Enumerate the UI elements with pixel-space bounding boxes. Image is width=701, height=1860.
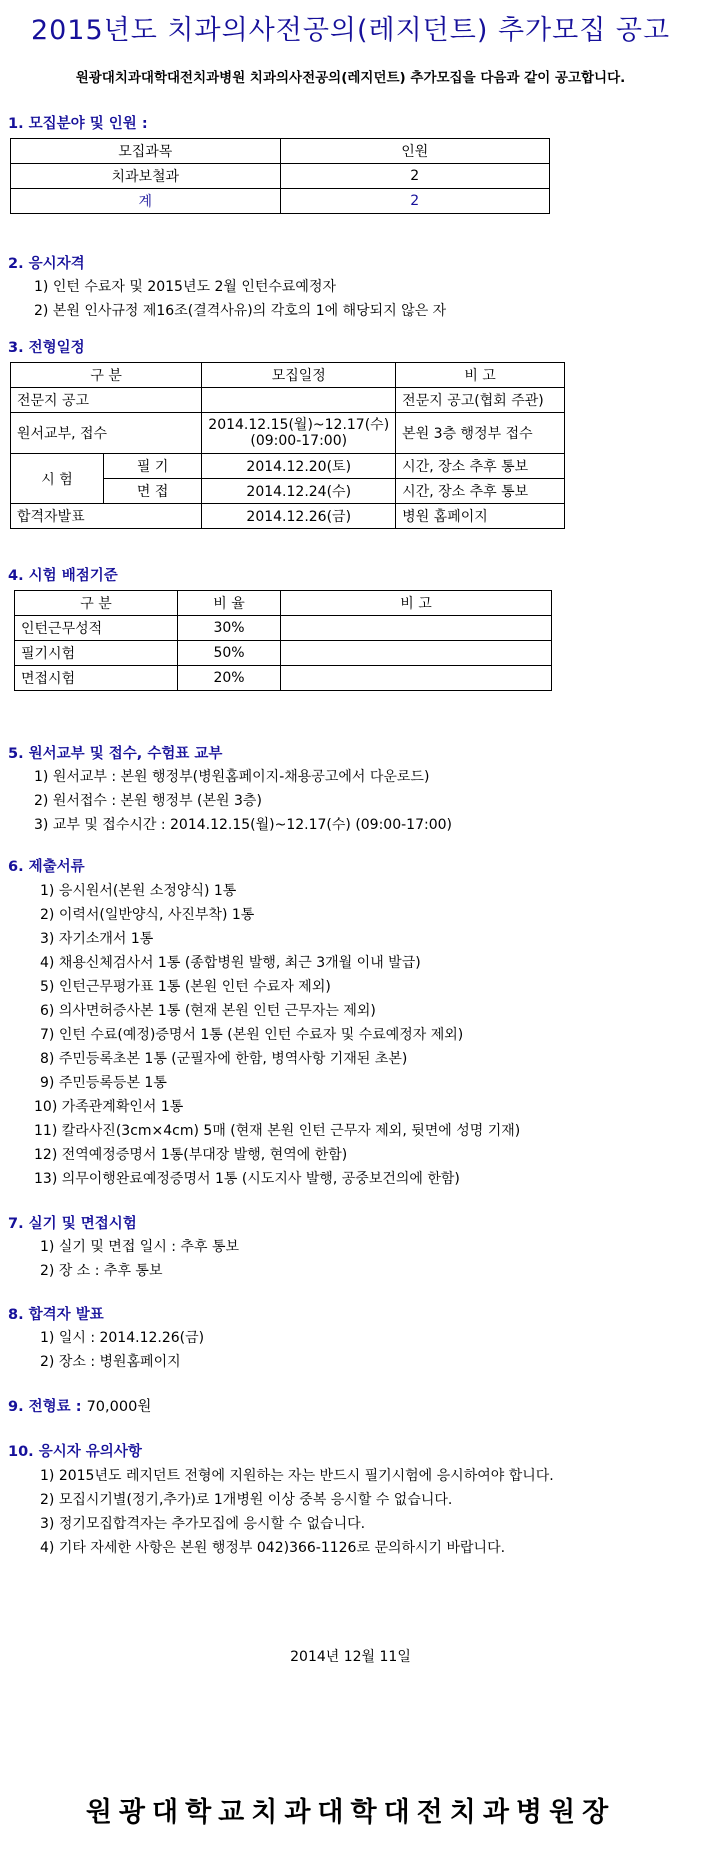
header-cell: 모집과목 (11, 139, 281, 164)
section-4-heading: 4. 시험 배점기준 (8, 568, 118, 584)
table-cell: 2 (280, 189, 550, 214)
page-title: 2015년도 치과의사전공의(레지던트) 추가모집 공고 (30, 15, 671, 46)
list-item: 8) 주민등록초본 1통 (군필자에 한함, 병역사항 기재된 초본) (40, 1051, 408, 1067)
exam-fee-value: 70,000원 (86, 1399, 152, 1415)
table-cell: 인턴근무성적 (15, 616, 178, 641)
table-cell (281, 616, 552, 641)
table-header-row (15, 591, 552, 616)
schedule-table (10, 362, 565, 529)
table-row (11, 388, 565, 413)
list-item: 4) 기타 자세한 사항은 본원 행정부 042)366-1126로 문의하시기 바랍니다. (40, 1540, 506, 1556)
date-range: 2014.12.15(월)~12.17(수) (208, 417, 390, 433)
scoring-table (14, 590, 552, 691)
exam-label-cell: 시 험 (11, 454, 104, 504)
list-item: 1) 실기 및 면접 일시 : 추후 통보 (40, 1239, 240, 1255)
list-item: 12) 전역예정증명서 1통(부대장 발행, 현역에 한함) (34, 1147, 348, 1163)
list-item: 5) 인턴근무평가표 1통 (본원 인턴 수료자 제외) (40, 979, 331, 995)
table-cell: 면접시험 (15, 666, 178, 691)
table-cell (281, 666, 552, 691)
header-cell: 비 고 (396, 363, 565, 388)
list-item: 10) 가족관계확인서 1통 (34, 1099, 184, 1115)
list-item: 1) 일시 : 2014.12.26(금) (40, 1330, 205, 1346)
table-cell (202, 388, 396, 413)
intro-text: 원광대치과대학대전치과병원 치과의사전공의(레지던트) 추가모집을 다음과 같이 공고합니다. (75, 70, 626, 86)
table-cell: 필 기 (104, 454, 202, 479)
table-cell: 면 접 (104, 479, 202, 504)
table-cell: 병원 홈페이지 (396, 504, 565, 529)
list-item: 7) 인턴 수료(예정)증명서 1통 (본원 인턴 수료자 및 수료예정자 제외) (40, 1027, 464, 1043)
section-8-heading: 8. 합격자 발표 (8, 1307, 104, 1323)
list-item: 3) 교부 및 접수시간 : 2014.12.15(월)~12.17(수) (09:00-17:00) (34, 817, 452, 833)
table-cell (202, 413, 396, 454)
section-6-heading: 6. 제출서류 (8, 859, 85, 875)
table-cell: 2014.12.24(수) (202, 479, 396, 504)
table-header-row (11, 139, 550, 164)
list-item: 3) 자기소개서 1통 (40, 931, 154, 947)
list-item: 2) 모집시기별(정기,추가)로 1개병원 이상 중복 응시할 수 없습니다. (40, 1492, 453, 1508)
table-cell: 전문지 공고 (11, 388, 202, 413)
table-header-row (11, 363, 565, 388)
list-item: 1) 원서교부 : 본원 행정부(병원홈페이지-채용공고에서 다운로드) (34, 769, 430, 785)
list-item: 2) 원서접수 : 본원 행정부 (본원 3층) (34, 793, 262, 809)
list-item: 11) 칼라사진(3cm×4cm) 5매 (현재 본원 인턴 근무자 제외, 뒷면에 성명 기재) (34, 1123, 521, 1139)
table-row (15, 616, 552, 641)
section-7-heading: 7. 실기 및 면접시험 (8, 1216, 137, 1232)
list-item: 2) 이력서(일반양식, 사진부착) 1통 (40, 907, 255, 923)
section-10-heading: 10. 응시자 유의사항 (8, 1444, 142, 1460)
list-item: 6) 의사면허증사본 1통 (현재 본원 인턴 근무자는 제외) (40, 1003, 376, 1019)
table-cell: 필기시험 (15, 641, 178, 666)
table-cell: 2014.12.20(토) (202, 454, 396, 479)
table-cell: 50% (178, 641, 281, 666)
header-cell: 모집일정 (202, 363, 396, 388)
section-2-heading: 2. 응시자격 (8, 256, 85, 272)
list-item: 3) 정기모집합격자는 추가모집에 응시할 수 없습니다. (40, 1516, 366, 1532)
table-row (11, 504, 565, 529)
list-item: 9) 주민등록등본 1통 (40, 1075, 167, 1091)
section-5-heading: 5. 원서교부 및 접수, 수험표 교부 (8, 746, 223, 762)
table-cell: 합격자발표 (11, 504, 202, 529)
table-row (11, 164, 550, 189)
header-cell: 인원 (280, 139, 550, 164)
table-cell: 2 (280, 164, 550, 189)
table-row (11, 454, 565, 479)
table-cell: 30% (178, 616, 281, 641)
list-item: 2) 본원 인사규정 제16조(결격사유)의 각호의 1에 해당되지 않은 자 (34, 303, 447, 319)
table-cell: 2014.12.26(금) (202, 504, 396, 529)
table-cell: 전문지 공고(협회 주관) (396, 388, 565, 413)
table-row (15, 641, 552, 666)
list-item: 2) 장소 : 병원홈페이지 (40, 1354, 181, 1370)
list-item: 1) 응시원서(본원 소정양식) 1통 (40, 883, 237, 899)
table-cell: 시간, 장소 추후 통보 (396, 479, 565, 504)
time-range: (09:00-17:00) (250, 433, 348, 449)
section-3-heading: 3. 전형일정 (8, 340, 85, 356)
announcement-date: 2014년 12월 11일 (290, 1649, 411, 1665)
header-cell: 비 고 (281, 591, 552, 616)
table-cell: 계 (11, 189, 281, 214)
recruit-table (10, 138, 550, 214)
list-item: 1) 2015년도 레지던트 전형에 지원하는 자는 반드시 필기시험에 응시하여야 합니다. (40, 1468, 554, 1484)
table-cell: 시간, 장소 추후 통보 (396, 454, 565, 479)
table-cell: 치과보철과 (11, 164, 281, 189)
table-cell (281, 641, 552, 666)
section-9-heading (8, 1395, 151, 1416)
table-row (11, 413, 565, 454)
table-cell: 본원 3층 행정부 접수 (396, 413, 565, 454)
list-item: 4) 채용신체검사서 1통 (종합병원 발행, 최근 3개월 이내 발급) (40, 955, 421, 971)
table-cell: 20% (178, 666, 281, 691)
issuer-signature: 원광대학교치과대학대전치과병원장 (85, 1797, 616, 1828)
table-row (11, 189, 550, 214)
header-cell: 비 율 (178, 591, 281, 616)
section-9-label: 9. 전형료 : (8, 1399, 82, 1415)
list-item: 13) 의무이행완료예정증명서 1통 (시도지사 발행, 공중보건의에 한함) (34, 1171, 460, 1187)
list-item: 2) 장 소 : 추후 통보 (40, 1263, 163, 1279)
list-item: 1) 인턴 수료자 및 2015년도 2월 인턴수료예정자 (34, 279, 336, 295)
section-1-heading: 1. 모집분야 및 인원 : (8, 116, 148, 132)
table-cell: 원서교부, 접수 (11, 413, 202, 454)
table-row (15, 666, 552, 691)
header-cell: 구 분 (11, 363, 202, 388)
header-cell: 구 분 (15, 591, 178, 616)
